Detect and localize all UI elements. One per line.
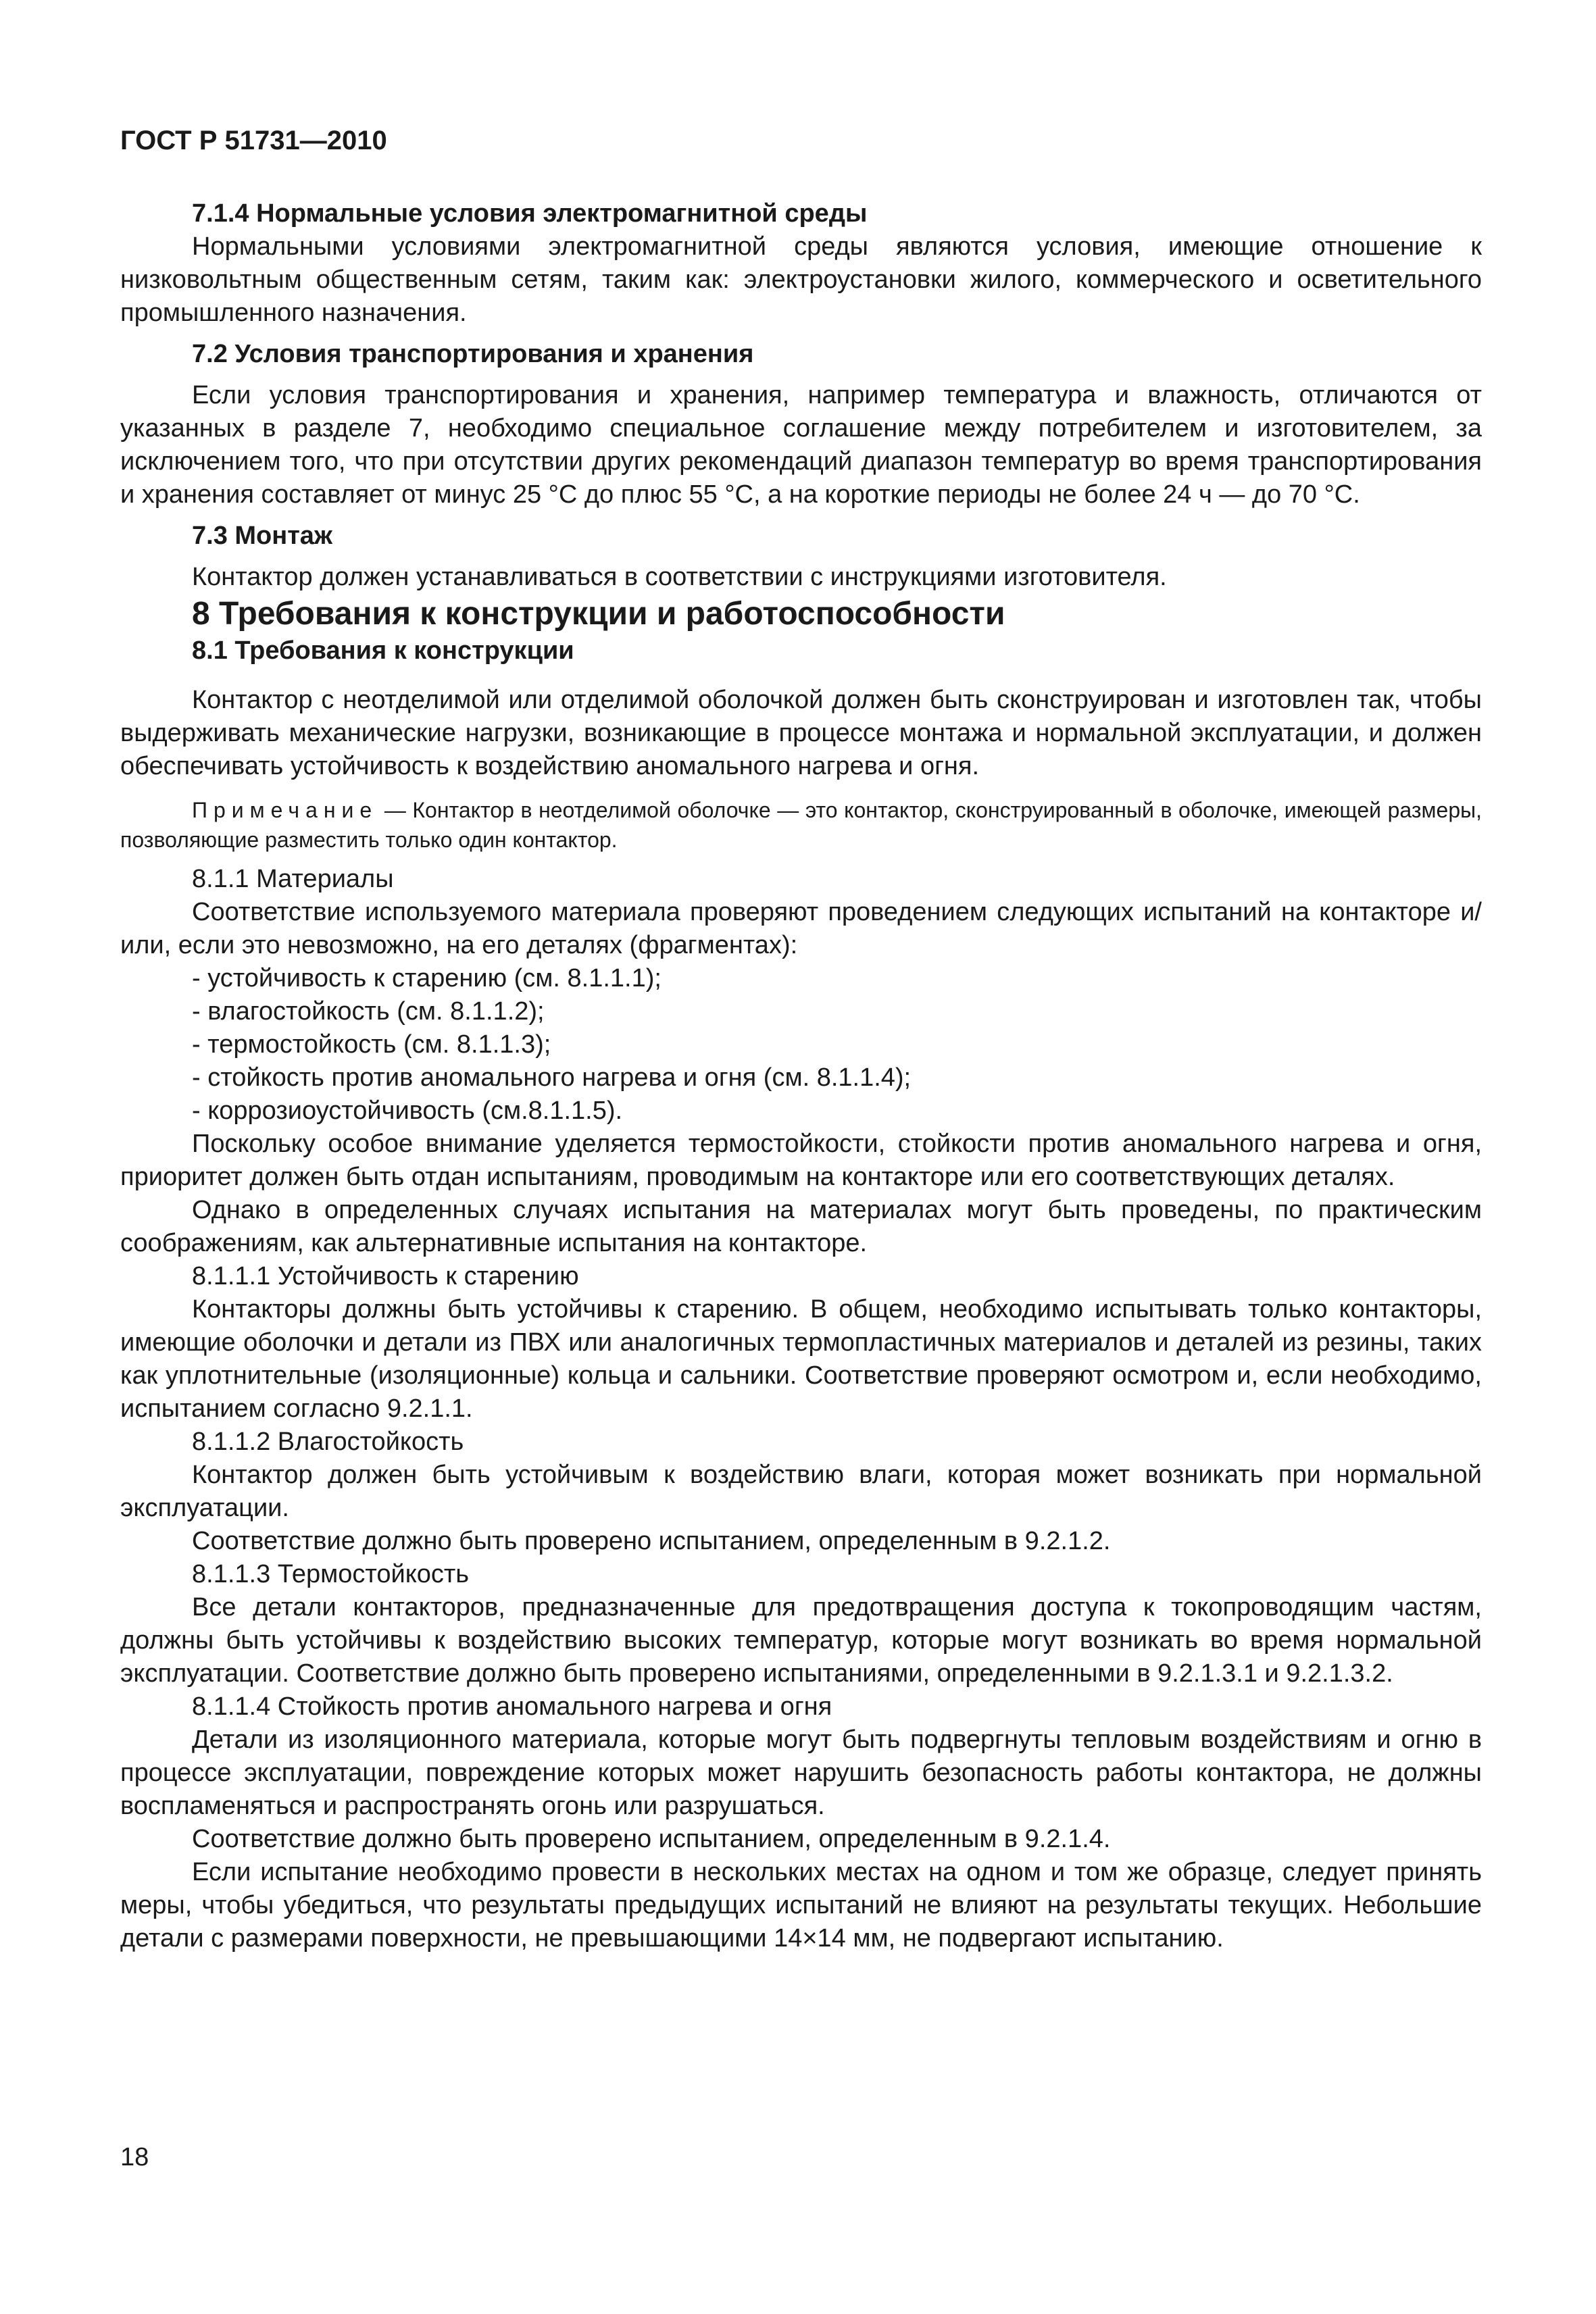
heading-8-1: 8.1 Требования к конструкции: [192, 636, 574, 665]
paragraph: Соответствие должно быть проверено испытанием, определенным в 9.2.1.2.: [192, 1527, 1111, 1555]
heading-8-1-1: 8.1.1 Материалы: [192, 865, 394, 893]
note: [120, 795, 1482, 855]
paragraph: Контактор с неотделимой или отделимой оболочкой должен быть сконструирован и изготовлен так, чтобы выдерживать механические нагрузки, возникающие в процессе монтажа и нормальной эксплуатации, и должен обеспечивать устойчивость к воздействию аномального нагрева и огня.: [120, 686, 1482, 780]
paragraph: Если испытание необходимо провести в нескольких местах на одном и том же образце, следует принять меры, чтобы убедиться, что результаты предыдущих испытаний не влияют на результаты текущих. Небольшие детали с размерами поверхности, не превышающими 14×14 мм, не подвергают испытанию.: [120, 1858, 1482, 1953]
heading-8-1-1-4: 8.1.1.4 Стойкость против аномального нагрева и огня: [192, 1692, 832, 1721]
heading-7-1-4: 7.1.4 Нормальные условия электромагнитной среды: [192, 199, 868, 228]
note-label: Примечание: [192, 798, 378, 822]
page-number: 18: [120, 2143, 149, 2171]
list-item: - устойчивость к старению (см. 8.1.1.1);: [192, 964, 662, 992]
heading-8-1-1-3: 8.1.1.3 Термостойкость: [192, 1560, 470, 1588]
paragraph: Соответствие используемого материала проверяют проведением следующих испытаний на контакторе и/или, если это невозможно, на его деталях (фрагментах):: [120, 898, 1482, 959]
list-item: - термостойкость (см. 8.1.1.3);: [192, 1030, 551, 1059]
list-item: - влагостойкость (см. 8.1.1.2);: [192, 997, 545, 1026]
heading-7-3: 7.3 Монтаж: [192, 522, 332, 550]
heading-7-2: 7.2 Условия транспортирования и хранения: [192, 340, 754, 368]
paragraph: Детали из изоляционного материала, которые могут быть подвергнуты тепловым воздействиям и огню в процессе эксплуатации, повреждение которых может нарушить безопасность работы контактора, не должны воспламеняться и распространять огонь или разрушаться.: [120, 1726, 1482, 1820]
note-text: — Контактор в неотделимой оболочке — это контактор, сконструированный в оболочке, имеющей размеры, позволяющие разместить только один контактор.: [120, 798, 1482, 852]
document-code: ГОСТ Р 51731—2010: [120, 126, 387, 155]
paragraph: Нормальными условиями электромагнитной среды являются условия, имеющие отношение к низковольтным общественным сетям, таким как: электроустановки жилого, коммерческого и осветительного промышленного назначения.: [120, 232, 1482, 327]
heading-8-1-1-1: 8.1.1.1 Устойчивость к старению: [192, 1262, 579, 1290]
list-item: - коррозиоустойчивость (см.8.1.1.5).: [192, 1097, 623, 1125]
page-body: [120, 197, 1482, 1955]
paragraph: Контактор должен быть устойчивым к воздействию влаги, которая может возникать при нормальной эксплуатации.: [120, 1461, 1482, 1522]
paragraph: Контактор должен устанавливаться в соответствии с инструкциями изготовителя.: [192, 563, 1167, 591]
paragraph: Если условия транспортирования и хранения, например температура и влажность, отличаются от указанных в разделе 7, необходимо специальное соглашение между потребителем и изготовителем, за исключением того, что при отсутствии других рекомендаций диапазон температур во время транспортирования и хранения составляет от минус 25 °С до плюс 55 °С, а на короткие периоды не более 24 ч — до 70 °С.: [120, 381, 1482, 509]
paragraph: Однако в определенных случаях испытания на материалах могут быть проведены, по практическим соображениям, как альтернативные испытания на контакторе.: [120, 1196, 1482, 1257]
paragraph: Поскольку особое внимание уделяется термостойкости, стойкости против аномального нагрева и огня, приоритет должен быть отдан испытаниям, проводимым на контакторе или его соответствующих деталях.: [120, 1130, 1482, 1191]
paragraph: Соответствие должно быть проверено испытанием, определенным в 9.2.1.4.: [192, 1825, 1111, 1853]
paragraph: Контакторы должны быть устойчивы к старению. В общем, необходимо испытывать только контакторы, имеющие оболочки и детали из ПВХ или аналогичных термопластичных материалов и деталей из резины, таких как уплотнительные (изоляционные) кольца и сальники. Соответствие проверяют осмотром и, если необходимо, испытанием согласно 9.2.1.1.: [120, 1295, 1482, 1423]
heading-8-1-1-2: 8.1.1.2 Влагостойкость: [192, 1428, 464, 1456]
list-item: - стойкость против аномального нагрева и огня (см. 8.1.1.4);: [192, 1063, 912, 1092]
paragraph: Все детали контакторов, предназначенные для предотвращения доступа к токопроводящим частям, должны быть устойчивы к воздействию высоких температур, которые могут возникать во время нормальной эксплуатации. Соответствие должно быть проверено испытаниями, определенными в 9.2.1.3.1 и 9.2.1.3.2.: [120, 1593, 1482, 1688]
heading-8: 8 Требования к конструкции и работоспособности: [192, 596, 1005, 632]
